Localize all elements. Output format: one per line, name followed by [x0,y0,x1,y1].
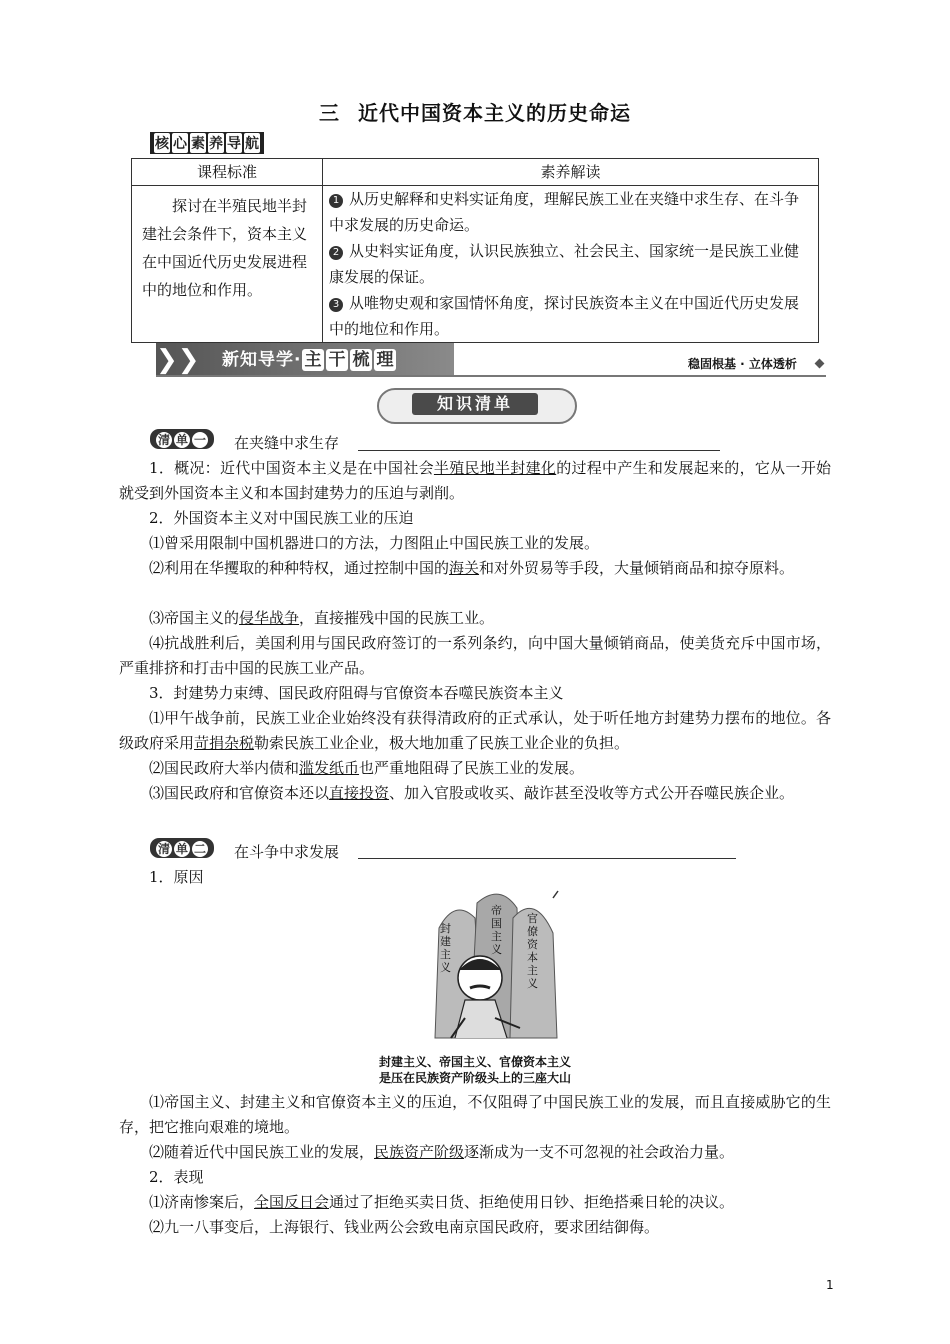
heading-rule [358,858,736,859]
paragraph: 3．封建势力束缚、国民政府阻碍与官僚资本吞噬民族资本主义 [149,684,564,702]
paragraph: ⑵随着近代中国民族工业的发展，民族资产阶级逐渐成为一支不可忽视的社会政治力量。 [149,1143,735,1161]
title-number: 三 [319,101,340,125]
paragraph-overview: 1．概况：近代中国资本主义是在中国社会半殖民地半封建化的过程中产生和发展起来的，它从一开始就受到外国资本主义和本国封建势力的压迫与剥削。 [119,459,831,502]
table-header-standard: 课程标准 [132,159,323,186]
list-two-heading: 在斗争中求发展 [234,843,340,861]
title-text: 近代中国资本主义的历史命运 [358,101,631,125]
chevron-icon: ❯❯ [156,345,200,375]
page-number: 1 [826,1278,834,1292]
illustration-caption: 封建主义、帝国主义、官僚资本主义 [378,1055,571,1069]
paragraph: ⑴帝国主义、封建主义和官僚资本主义的压迫，不仅阻碍了中国民族工业的发展，而且直接威胁它的生存，把它推向艰难的境地。 [119,1093,831,1136]
table-header-literacy: 素养解读 [323,159,819,186]
knowledge-list-label: 知识清单 [412,393,538,415]
paragraph: 1．原因 [149,868,204,886]
list-one-tag: 清 单 一 [150,429,214,448]
list-two-tag: 清 单 二 [150,838,214,857]
paragraph: ⑵九一八事变后，上海银行、钱业两公会致电南京国民政府，要求团结御侮。 [149,1218,660,1236]
core-literacy-tag: 核 心 素 养 导 航 [150,132,264,154]
paragraph: ⑵利用在华攫取的种种特权，通过控制中国的海关和对外贸易等手段，大量倾销商品和掠夺原料。 [149,559,795,577]
mountain-label-bureaucratic-capitalism: 官僚资本主义 [527,912,538,990]
paragraph: ⑴曾采用限制中国机器进口的方法，力图阻止中国民族工业的发展。 [149,534,600,552]
paragraph: ⑴甲午战争前，民族工业企业始终没有获得清政府的正式承认，处于听任地方封建势力摆布的地位。各级政府采用苛捐杂税勒索民族工业企业，极大地加重了民族工业企业的负担。 [119,709,831,752]
paragraph: 2．表现 [149,1168,204,1186]
standards-table [131,158,819,343]
literacy-item: 1 从历史解释和史料实证角度，理解民族工业在夹缝中求生存、在斗争中求发展的历史命运。 [329,190,800,234]
diamond-icon [815,359,825,369]
paragraph: 2．外国资本主义对中国民族工业的压迫 [149,509,414,527]
divider [156,375,826,377]
literacy-list [323,186,819,343]
paragraph: ⑵国民政府大举内债和滥发纸币也严重地阻碍了民族工业的发展。 [149,759,585,777]
paragraph: ⑷抗战胜利后，美国利用与国民政府签订的一系列条约，向中国大量倾销商品，使美货充斥中国市场，严重排挤和打击中国的民族工业产品。 [119,634,831,677]
page-title [0,97,950,126]
literacy-item: 3 从唯物史观和家国情怀角度，探讨民族资本主义在中国近代历史发展中的地位和作用。 [329,294,800,338]
course-standard-text: 探讨在半殖民地半封建社会条件下，资本主义在中国近代历史发展进程中的地位和作用。 [132,186,323,343]
paragraph: ⑶国民政府和官僚资本还以直接投资、加入官股或收买、敲诈甚至没收等方式公开吞噬民族企业。 [149,784,795,802]
illustration-caption: 是压在民族资产阶级头上的三座大山 [378,1071,571,1085]
paragraph: ⑴济南惨案后，全国反日会通过了拒绝买卖日货、拒绝使用日钞、拒绝搭乘日轮的决议。 [149,1193,735,1211]
list-one-heading: 在夹缝中求生存 [234,434,340,452]
mountain-label-imperialism: 帝国主义 [491,904,502,956]
banner-subtitle: 稳固根基 · 立体透析 [688,357,797,371]
literacy-item: 2 从史料实证角度，认识民族独立、社会民主、国家统一是民族工业健康发展的保证。 [329,242,800,286]
paragraph: ⑶帝国主义的侵华战争，直接摧残中国的民族工业。 [149,609,495,627]
mountain-label-feudalism: 封建主义 [440,922,451,974]
heading-rule [358,450,720,451]
banner-title: 新知导学· 主 干 梳 理 [222,350,395,370]
